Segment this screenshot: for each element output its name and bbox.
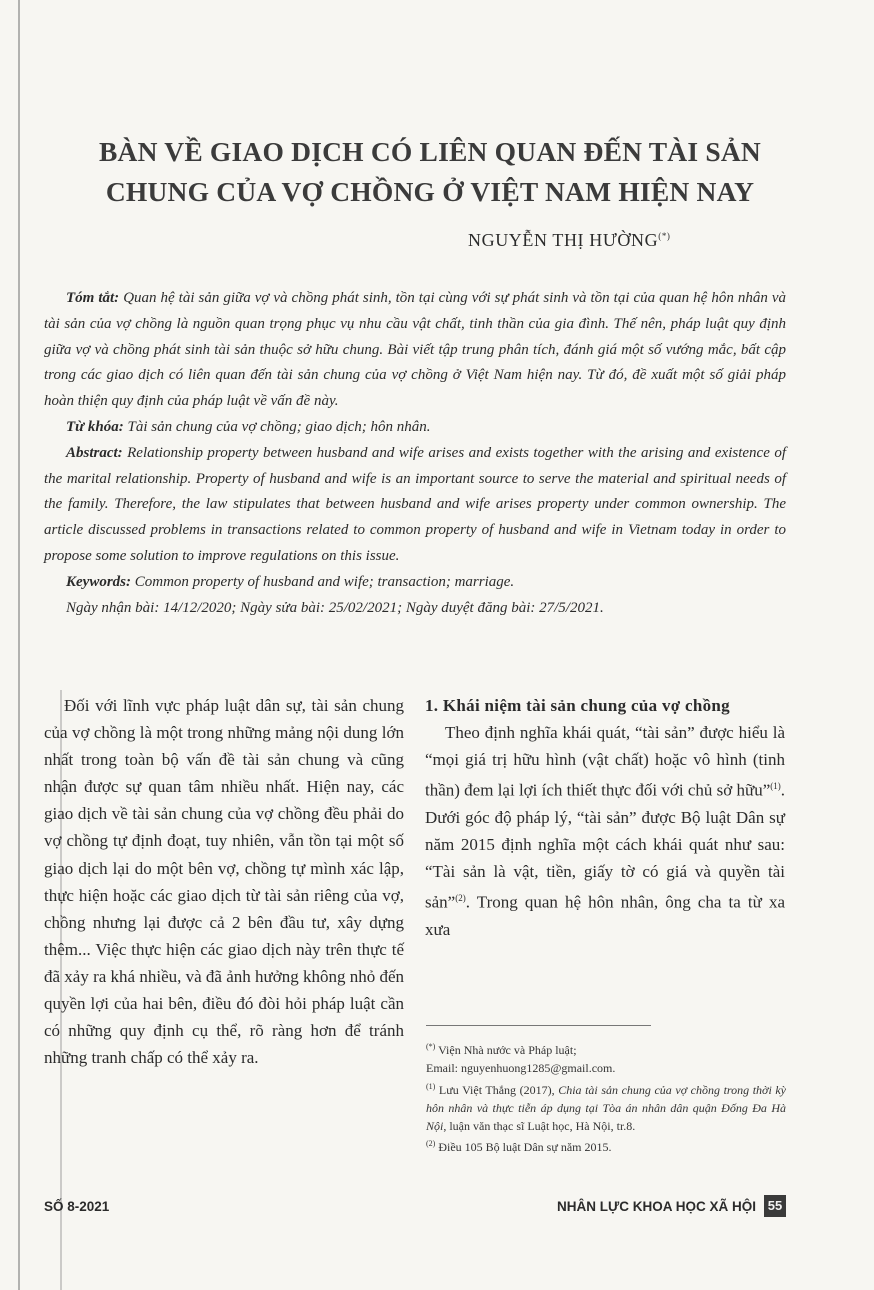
title-line-1: BÀN VỀ GIAO DỊCH CÓ LIÊN QUAN ĐẾN TÀI SẢN [99,136,761,167]
keywords-vi [44,415,786,441]
journal-name: NHÂN LỰC KHOA HỌC XÃ HỘI [557,1199,756,1214]
footnote-1-mark: (1) [426,1081,436,1091]
footnote-2 [426,1135,786,1156]
section-heading: 1. Khái niệm tài sản chung của vợ chồng [425,696,730,715]
keywords-en [44,570,786,596]
title-line-2: CHUNG CỦA VỢ CHỒNG Ở VIỆT NAM HIỆN NAY [105,176,755,207]
page-number: 55 [764,1195,786,1217]
footnote-2-mark: (2) [426,1139,436,1149]
intro-paragraph: Đối với lĩnh vực pháp luật dân sự, tài sản chung của vợ chồng là một trong những mảng nội dung lớn nhất trong toàn bộ vấn đề tài sản chung và cũng nhận được sự quan tâm nhiều nhất. Hiện nay, các giao dịch về tài sản chung của vợ chồng đều phải do vợ chồng tự định đoạt, tuy nhiên, vẫn tồn tại một số giao dịch lại do một bên vợ, chồng tự mình xác lập, thực hiện hoặc các giao dịch từ tài sản riêng của vợ, chồng nhưng lại được cả 2 bên đầu tư, xây dựng thêm... Việc thực hiện các giao dịch này trên thực tế đã xảy ra khá nhiều, và đã ảnh hưởng không nhỏ đến quyền lợi của hai bên, điều đó đòi hỏi pháp luật cần có những quy định cụ thể, rõ ràng hơn để tránh những tranh chấp có thể xảy ra. [44,696,404,1068]
issue-number: SỐ 8-2021 [44,1199,110,1214]
definition-text-3: . Trong quan hệ hôn nhân, ông cha ta từ xa xưa [425,892,785,940]
footnote-2-text: Điều 105 Bộ luật Dân sự năm 2015. [435,1140,612,1155]
footnote-author [426,1038,786,1059]
left-column [44,692,404,1071]
footnotes [426,1038,786,1157]
author-footnote-mark: (*) [658,231,671,241]
footnote-1-tail: , luận văn thạc sĩ Luật học, Hà Nội, tr.8. [443,1119,636,1134]
summary-label: Tóm tắt: [66,290,120,306]
footnote-1-title: Chia tài sản chung của vợ chồng trong thời kỳ hôn nhân và thực tiễn áp dụng tại Tòa án nhân dân quận Đống Đa Hà Nội [426,1082,786,1134]
reference-1: (1) [770,781,781,792]
keywords-en-label: Keywords: [66,573,131,590]
footnote-divider [426,1025,651,1026]
footnote-author-mark: (*) [426,1042,436,1051]
author-name [468,230,671,251]
article-title [60,132,800,212]
abstract-en-label: Abstract: [66,444,123,461]
abstract-en-text: Relationship property between husband and wife arises and exists together with the arising and existence of the marital relationship. Property of husband and wife is an important source to serve the material and spiritual needs of the family. Therefore, the law stipulates that between husband and wife arises property under common ownership. The article discussed problems in transactions related to common property of husband and wife in Vietnam today in order to propose some solution to improve regulations on this issue. [44,444,786,564]
footnote-author-affiliation: Viện Nhà nước và Pháp luật; [435,1043,577,1057]
author-name-text: NGUYỄN THỊ HƯỜNG [468,230,659,250]
summary-text: Quan hệ tài sản giữa vợ và chồng phát sinh, tồn tại cùng với sự phát sinh và tồn tại của quan hệ hôn nhân và tài sản của vợ chồng là nguồn quan trọng phục vụ nhu cầu vật chất, tinh thần của gia đình. Thế nên, pháp luật quy định giữa vợ và chồng phát sinh tài sản thuộc sở hữu chung. Bài viết tập trung phân tích, đánh giá một số vướng mắc, bất cập trong các giao dịch có liên quan đến tài sản chung của vợ chồng ở Việt Nam hiện nay. Từ đó, đề xuất một số giải pháp hoàn thiện quy định của pháp luật về vấn đề này. [44,290,787,410]
definition-text-2: . Dưới góc độ pháp lý, “tài sản” được Bộ luật Dân sự năm 2015 định nghĩa một cách khái quát như sau: “Tài sản là vật, tiền, giấy tờ có giá và quyền tài sản” [425,780,785,912]
summary-vi [44,286,786,415]
abstract-en [44,441,786,570]
article-dates: Ngày nhận bài: 14/12/2020; Ngày sửa bài: 25/02/2021; Ngày duyệt đăng bài: 27/5/2021. [66,599,604,616]
definition-text-1: Theo định nghĩa khái quát, “tài sản” được hiểu là “mọi giá trị hữu hình (vật chất) hoặc vô hình (tinh thần) đem lại lợi ích thiết thực đối với chủ sở hữu” [425,723,785,800]
footnote-email: Email: nguyenhuong1285@gmail.com. [426,1061,616,1076]
abstract-section [44,286,786,621]
keywords-vi-text: Tài sản chung của vợ chồng; giao dịch; hôn nhân. [127,418,431,435]
keywords-en-text: Common property of husband and wife; transaction; marriage. [134,573,515,590]
definition-paragraph [425,719,785,943]
keywords-vi-label: Từ khóa: [66,418,124,435]
footnote-1-lead: Lưu Việt Thắng (2017), [435,1082,559,1097]
footnote-1 [426,1078,786,1136]
scan-edge-line [18,0,20,1290]
reference-2: (2) [455,893,466,904]
right-column [425,692,785,943]
